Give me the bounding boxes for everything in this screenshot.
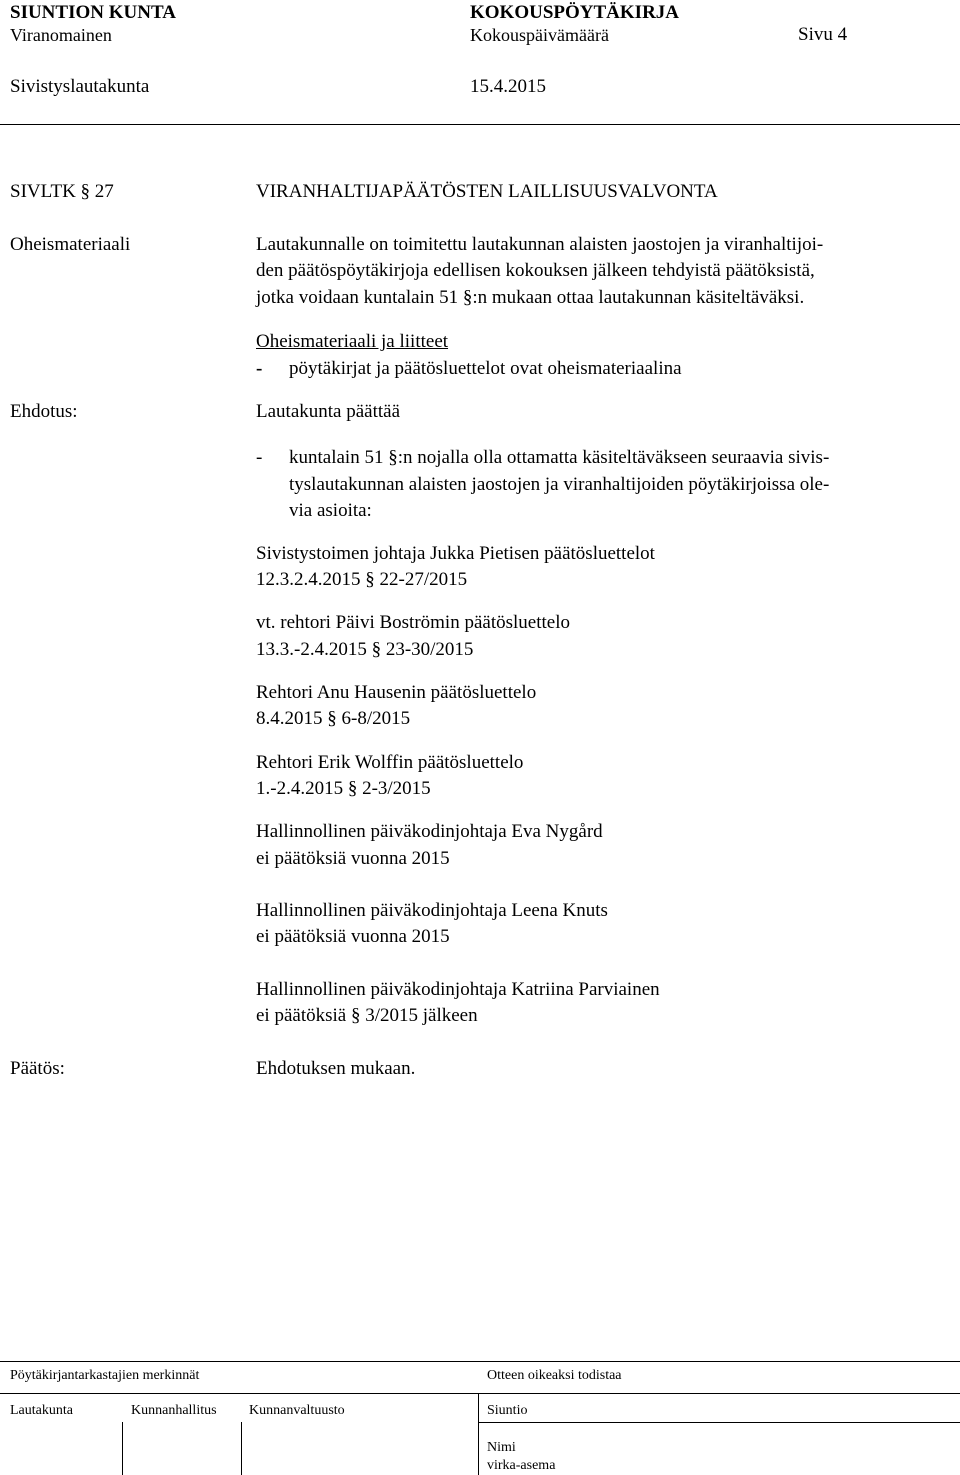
- entry-detail: 13.3.-2.4.2015 § 23-30/2015: [256, 639, 474, 660]
- footer-col-kunnanhallitus: Kunnanhallitus: [131, 1403, 217, 1418]
- entry-detail: 1.-2.4.2015 § 2-3/2015: [256, 778, 431, 799]
- entry-title: Rehtori Anu Hausenin päätösluettelo: [256, 682, 537, 703]
- meeting-date: 15.4.2015: [470, 76, 546, 97]
- certified-label: Otteen oikeaksi todistaa: [487, 1368, 622, 1383]
- attachments-title: Oheismateriaali ja liitteet: [256, 331, 449, 352]
- oheis-line-1: Lautakunnalle on toimitettu lautakunnan alaisten jaostojen ja viranhaltijoi-: [256, 234, 824, 255]
- entry-title: Rehtori Erik Wolffin päätösluettelo: [256, 752, 524, 773]
- ehdotus-lead: Lautakunta päättää: [256, 401, 401, 422]
- entry-detail: 8.4.2015 § 6-8/2015: [256, 708, 411, 729]
- ehdotus-label: Ehdotus:: [10, 401, 78, 422]
- entry-title: vt. rehtori Päivi Boströmin päätösluettelo: [256, 612, 570, 633]
- entry-title: Hallinnollinen päiväkodinjohtaja Katriina Parviainen: [256, 979, 660, 1000]
- oheis-line-3: jotka voidaan kuntalain 51 §:n mukaan ottaa lautakunnan käsiteltäväksi.: [256, 287, 805, 308]
- entry-detail: ei päätöksiä vuonna 2015: [256, 848, 450, 869]
- footer-row-divider: [0, 1393, 960, 1394]
- ehdotus-line-3: via asioita:: [289, 500, 372, 521]
- entry-detail: 12.3.2.4.2015 § 22-27/2015: [256, 569, 468, 590]
- authority-name: Sivistyslautakunta: [10, 76, 150, 97]
- checkers-label: Pöytäkirjantarkastajien merkinnät: [10, 1368, 200, 1383]
- entry-detail: ei päätöksiä § 3/2015 jälkeen: [256, 1005, 478, 1026]
- footer-name-label: Nimi: [487, 1440, 516, 1455]
- paatos-label: Päätös:: [10, 1058, 65, 1079]
- header-divider: [0, 124, 960, 125]
- entry-title: Hallinnollinen päiväkodinjohtaja Leena Knuts: [256, 900, 608, 921]
- ehdotus-line-1: kuntalain 51 §:n nojalla olla ottamatta käsiteltäväkseen seuraavia sivis-: [289, 447, 830, 468]
- date-label: Kokouspäivämäärä: [470, 25, 609, 45]
- footer-col-kunnanvaltuusto: Kunnanvaltuusto: [249, 1403, 345, 1418]
- oheismateriaali-label: Oheismateriaali: [10, 234, 131, 255]
- attachment-bullet: -: [256, 358, 263, 379]
- ehdotus-bullet: -: [256, 447, 263, 468]
- footer-divider: [0, 1361, 960, 1362]
- authority-label: Viranomainen: [10, 25, 112, 45]
- section-id: SIVLTK § 27: [10, 181, 114, 202]
- ehdotus-line-2: tyslautakunnan alaisten jaostojen ja viranhaltijoiden pöytäkirjoissa ole-: [289, 474, 830, 495]
- paatos-text: Ehdotuksen mukaan.: [256, 1058, 416, 1079]
- attachment-item: pöytäkirjat ja päätösluettelot ovat oheismateriaalina: [289, 358, 682, 379]
- footer-position-label: virka-asema: [487, 1458, 556, 1473]
- entry-title: Sivistystoimen johtaja Jukka Pietisen päätösluettelot: [256, 543, 655, 564]
- section-title: VIRANHALTIJAPÄÄTÖSTEN LAILLISUUSVALVONTA: [256, 181, 718, 202]
- footer-place-divider: [478, 1422, 960, 1423]
- footer-separator: [478, 1394, 479, 1475]
- footer-place: Siuntio: [487, 1403, 528, 1418]
- oheis-line-2: den päätöspöytäkirjoja edellisen kokouksen jälkeen tehdyistä päätöksistä,: [256, 260, 815, 281]
- footer-separator: [122, 1422, 123, 1475]
- org-name: SIUNTION KUNTA: [10, 2, 176, 23]
- footer-separator: [241, 1422, 242, 1475]
- entry-title: Hallinnollinen päiväkodinjohtaja Eva Nygård: [256, 821, 603, 842]
- page-number: Sivu 4: [798, 24, 848, 45]
- footer-col-lautakunta: Lautakunta: [10, 1403, 73, 1418]
- doc-type: KOKOUSPÖYTÄKIRJA: [470, 2, 680, 23]
- entry-detail: ei päätöksiä vuonna 2015: [256, 926, 450, 947]
